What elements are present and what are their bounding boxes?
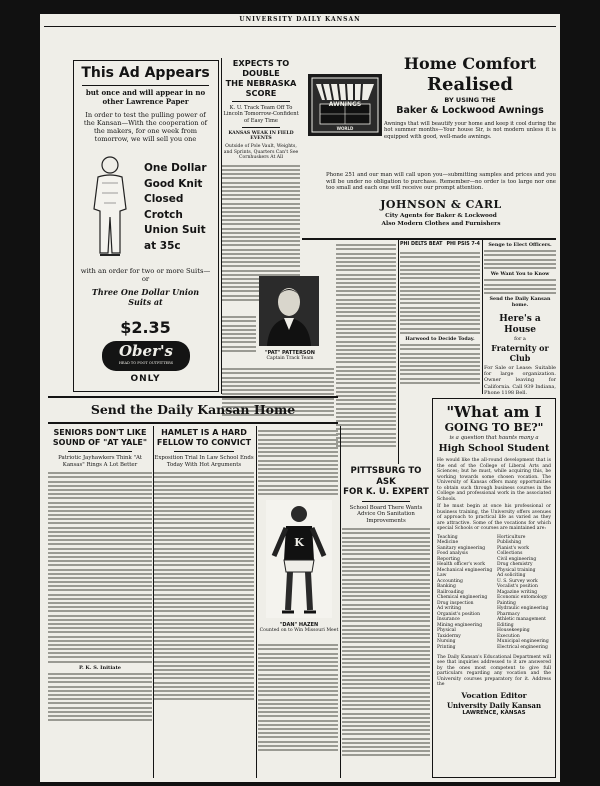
home-comfort-ad xyxy=(384,54,556,184)
firm-agents: City Agents for Baker & Lockwood xyxy=(385,213,497,219)
seniors-story xyxy=(48,428,152,778)
vocation-item: Painting xyxy=(497,600,516,606)
divider xyxy=(68,451,132,452)
vocation-item: Reporting xyxy=(437,556,460,562)
vocation-item: Teaching xyxy=(437,534,458,540)
ad-item: Good Knit xyxy=(144,177,203,190)
story-text xyxy=(336,242,396,449)
vocation-item: Health officer's work xyxy=(437,562,485,567)
column-rule xyxy=(256,426,257,778)
story-text xyxy=(400,252,480,334)
vocation-item: Food analysis xyxy=(437,551,468,556)
vocation-item: Accounting xyxy=(437,578,463,584)
paper-name: UNIVERSITY DAILY KANSAN xyxy=(239,16,361,23)
vocation-item: Editing xyxy=(497,622,514,628)
vocations-left xyxy=(437,535,495,651)
vocation-item: Mechanical engineering xyxy=(437,567,493,573)
column-rule xyxy=(340,426,341,778)
headline: EXPECTS TO DOUBLE xyxy=(232,58,290,78)
vocation-item: Medicine xyxy=(437,540,459,545)
ad-title: This Ad Appears xyxy=(81,65,210,81)
vocation-item: Physical training xyxy=(497,567,536,573)
ad-for: for a xyxy=(514,336,526,342)
ad-offer: Three One Dollar Union Suits at xyxy=(91,287,200,307)
story-text xyxy=(342,528,430,756)
vocation-item: Printing xyxy=(437,644,456,650)
hazen-sub: Counted on to Win Missouri Meet xyxy=(259,628,339,633)
ad-student: High School Student xyxy=(438,443,550,454)
vocation-item: Organist's position xyxy=(437,611,481,617)
vocation-item: Electrical engineering xyxy=(497,644,548,650)
deck: School Board There Wants Advice On Sanitation Improvements xyxy=(349,504,423,524)
awnings-label: AWNINGS xyxy=(328,101,362,108)
vocation-item: Sanitary engineering xyxy=(437,545,486,551)
ad-item: Crotch xyxy=(144,208,183,221)
vocation-item: Ad writing xyxy=(437,606,462,611)
vocation-item: Drug chemistry xyxy=(497,562,533,567)
vocation-item: Municipal engineering xyxy=(497,639,549,644)
vocation-item: Housekeeping xyxy=(497,628,530,633)
ad-city: LAWRENCE, KANSAS xyxy=(462,709,526,716)
ad-body: For Sale or Lease: Suitable for large organization. Owner leaving for California. Call 939 Indiana, Phone 1198 Bell. xyxy=(484,365,556,396)
brief-head: Senge to Elect Officers. xyxy=(488,242,552,248)
ad-title: Here's a House xyxy=(499,314,541,335)
story-text xyxy=(484,250,556,269)
patterson-sub: Captain Track Team xyxy=(266,356,314,361)
ad-title: "What am I xyxy=(446,403,542,421)
right-briefs xyxy=(484,242,556,322)
ad-closing: The Daily Kansan's Educational Department will see that inquiries addressed to it are answered by the ones most competent to give full particulars regarding any vocation and the University courses preparatory for it. Address the xyxy=(437,654,551,687)
union-suit-figure xyxy=(84,153,136,263)
ad-title: Home Comfort xyxy=(403,54,537,73)
ad-question: is a question that haunts many a xyxy=(449,435,539,441)
deck: Exposition Trial In Law School Ends Today With Hot Arguments xyxy=(154,455,254,468)
vocation-ad xyxy=(432,398,556,778)
vocation-item: Magazine writing xyxy=(497,589,538,595)
vocation-item: Horticulture xyxy=(497,534,526,540)
top-rule xyxy=(44,26,556,27)
ad-maker: Baker & Lockwood Awnings xyxy=(396,105,544,116)
obers-logo xyxy=(102,341,190,371)
subhead: Harwood to Decide Today. xyxy=(405,335,475,342)
headline-row xyxy=(400,242,480,250)
byline: KANSAS WEAK IN FIELD EVENTS xyxy=(228,130,294,142)
headline-right: PHI PSIS 7-4 xyxy=(446,242,480,247)
headline: HAMLET IS A HARD xyxy=(161,428,247,437)
vocation-item: Nursing xyxy=(437,639,456,644)
ad-item: Closed xyxy=(144,193,184,205)
vocation-item: Civil engineering xyxy=(497,556,537,562)
svg-text:K: K xyxy=(294,536,304,549)
divider xyxy=(232,101,290,102)
headline: SENIORS DON'T LIKE xyxy=(53,428,147,437)
deck: Patriotic Jayhawkers Think "At Kansas" Rings A Lot Better xyxy=(58,455,142,468)
column-rule xyxy=(398,240,399,464)
section-rule xyxy=(48,396,338,398)
deck: K. U. Track Team Off To Lincoln Tomorrow-Confident of Easy Time xyxy=(223,105,299,124)
running-head xyxy=(40,14,560,26)
ad-body: He would like the all-round development that is the end of the College of Liberal Arts and Sciences; but he must, while acquiring this, be working towards some chosen vocation. The University of Kansas offers many opportunities to obtain such through business courses in the College and professional work in the associated Schools. xyxy=(437,458,551,502)
vocation-item: Publishing xyxy=(497,540,522,545)
ad-title: Realised xyxy=(427,74,513,95)
vocation-item: U. S. Survey work xyxy=(497,578,538,584)
vocation-item: Taxidermy xyxy=(437,633,461,639)
awnings-label: WORLD xyxy=(336,126,354,131)
divider xyxy=(174,451,234,452)
ad-title: Fraternity or Club xyxy=(491,343,549,363)
ad-item: at 35c xyxy=(144,239,181,252)
athlete-figure xyxy=(266,500,332,618)
ad-editor: Vocation Editor xyxy=(461,690,527,700)
awnings-image xyxy=(308,74,382,136)
ad-items xyxy=(144,161,216,254)
ad-by: BY USING THE xyxy=(444,96,496,104)
ad-phone: Phone 251 and our man will call upon you—submitting samples and prices and you will be under no obligation to purchase. Remember—no order is too large nor one too small and each one will receive our prompt attention. xyxy=(326,172,556,192)
fraternity-ad xyxy=(484,314,556,396)
vocation-item: Chemical engineering xyxy=(437,595,488,600)
ad-divider xyxy=(82,85,209,86)
brand-tag: HEAD TO FOOT OUTFITTERS xyxy=(118,361,174,365)
ad-item: Union Suit xyxy=(144,224,206,236)
obers-ad xyxy=(73,60,219,392)
story-text xyxy=(258,428,338,497)
firm-name: JOHNSON & CARL xyxy=(380,198,502,211)
patterson-caption: "PAT" PATTERSON xyxy=(265,350,315,356)
vocation-item: Railroading xyxy=(437,589,464,595)
vocation-item: Banking xyxy=(437,584,456,589)
subhead: P. K. S. Initiate xyxy=(79,664,121,671)
story-text xyxy=(258,642,338,753)
deck: Outside of Pole Vault, Weights, and Sprints, Quarters Can't See Cornhuskers At All xyxy=(223,144,299,161)
kansan-home-banner: Send the Daily Kansan Home xyxy=(90,402,296,417)
ad-body: Awnings that will beautify your home and keep it cool during the hot summer months—Your house Sir, is not modern unless it is equipped with good, well-made awnings. xyxy=(384,121,556,140)
ad-subtitle: but once and will appear in no other Lawrence Paper xyxy=(85,88,206,106)
brief-footer: Send the Daily Kansan home. xyxy=(489,296,551,309)
headline: PITTSBURG TO ASK xyxy=(350,466,422,487)
vocations-right xyxy=(497,535,553,651)
headline: PHI DELTS BEAT xyxy=(400,242,443,247)
story-text xyxy=(400,344,480,384)
vocation-item: Athletic management xyxy=(497,617,546,622)
ad-body: If he must begin at once his professional or business training, the University offers avenues of approach to practical life as varied as they are attractive. Some of the vocations for which special Schools or courses are maintained are: xyxy=(437,504,551,531)
vocation-item: Mining engineering xyxy=(437,622,483,628)
vocation-item: Pianist's work xyxy=(497,545,530,551)
pittsburg-story xyxy=(342,466,430,778)
vocation-item: Economic entomology xyxy=(497,595,548,600)
firm-also: Also Modern Clothes and Furnishers xyxy=(381,221,501,227)
headline: FOR K. U. EXPERT xyxy=(343,487,429,497)
ad-price: $2.35 xyxy=(120,318,171,337)
vocation-item: Pharmacy xyxy=(497,611,520,617)
column-rule xyxy=(221,58,222,394)
ad-title: GOING TO BE?" xyxy=(444,421,544,434)
portrait-image xyxy=(259,276,319,346)
ad-body: In order to test the pulling power of the Kansan—With the cooperation of the makers, for one week from tomorrow, we will sell you one xyxy=(83,111,208,143)
story-text xyxy=(48,472,152,662)
headline: THE NEBRASKA SCORE xyxy=(225,78,297,98)
divider xyxy=(362,501,410,502)
headline: FELLOW TO CONVICT xyxy=(156,438,252,447)
vocation-item: Hydraulic engineering xyxy=(497,606,549,611)
vocation-item: Physical xyxy=(437,628,456,633)
vocation-item: Drug inspection xyxy=(437,600,474,606)
vocation-list xyxy=(437,535,551,653)
column-rule xyxy=(153,426,154,778)
ad-item: One Dollar xyxy=(144,162,207,174)
vocation-item: Execution xyxy=(497,633,520,639)
story-text xyxy=(48,673,152,721)
brand-name: Ober's xyxy=(118,342,174,360)
ad-extra: with an order for two or more Suits—or xyxy=(80,267,211,283)
vocation-item: Insurance xyxy=(437,617,460,622)
section-rule xyxy=(302,238,556,240)
ad-paper: University Daily Kansan xyxy=(446,700,542,710)
hazen-photo xyxy=(266,500,332,618)
hamlet-story xyxy=(154,428,254,778)
vocation-item: Ad soliciting xyxy=(497,573,526,578)
story-text xyxy=(222,314,256,354)
section-rule xyxy=(48,422,338,424)
brief-head: We Want You to Know xyxy=(490,271,550,278)
vocation-item: Law xyxy=(437,573,447,578)
headline: SOUND OF "AT YALE" xyxy=(52,438,148,447)
story-text xyxy=(154,472,254,700)
track-story xyxy=(222,58,300,308)
column-rule xyxy=(482,240,483,394)
vocation-item: Collections xyxy=(497,551,523,556)
story-text xyxy=(484,279,556,294)
hazen-caption: "DAN" HAZEN xyxy=(279,622,319,628)
divider xyxy=(242,127,280,128)
ad-only: ONLY xyxy=(130,374,161,384)
patterson-photo xyxy=(259,276,319,346)
vocation-item: Vocalist's position xyxy=(497,584,538,589)
newspaper-page xyxy=(40,14,560,782)
